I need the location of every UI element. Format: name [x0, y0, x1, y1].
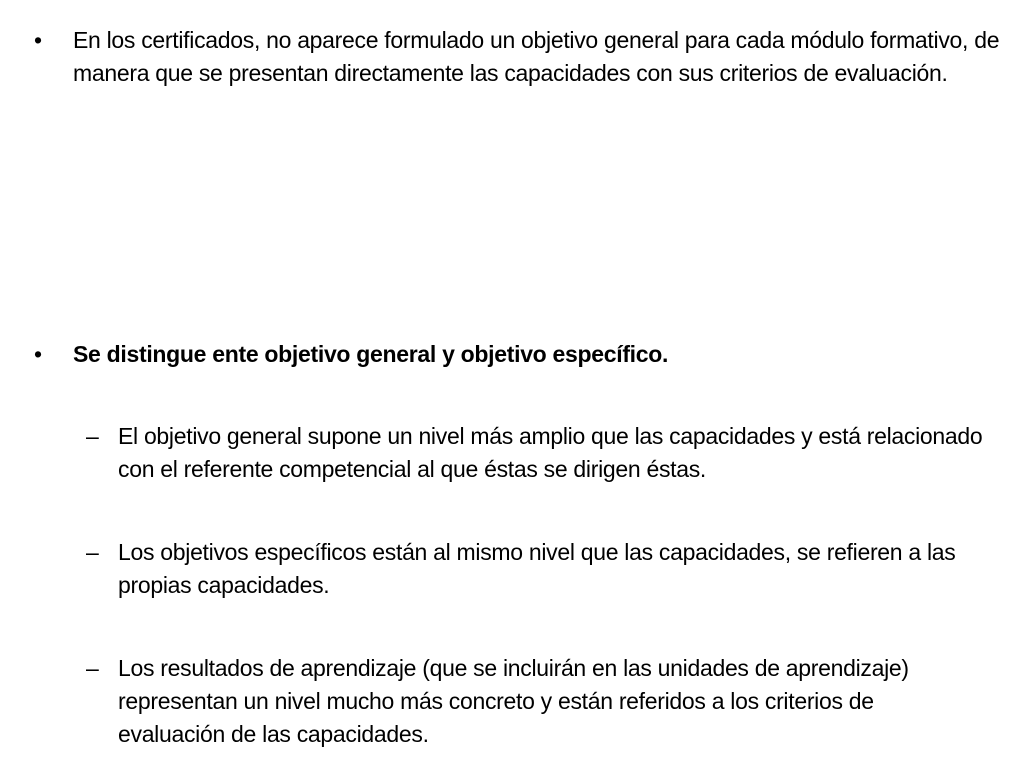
- bullet-marker: •: [34, 341, 42, 367]
- sub-bullet-text: Los objetivos específicos están al mismo nivel que las capacidades, se refieren a las propias capacidades.: [118, 539, 956, 598]
- sub-bullet-item: [86, 652, 986, 751]
- bullet-heading: Se distingue ente objetivo general y objetivo específico.: [73, 341, 669, 367]
- dash-marker: –: [86, 655, 99, 681]
- bullet-marker: •: [34, 27, 42, 53]
- dash-marker: –: [86, 539, 99, 565]
- sub-bullet-text: Los resultados de aprendizaje (que se incluirán en las unidades de aprendizaje) representan un nivel mucho más concreto y están referidos a los criterios de evaluación de las capacidades.: [118, 655, 909, 747]
- dash-marker: –: [86, 423, 99, 449]
- bullet-item: [34, 24, 1004, 90]
- sub-bullet-item: [86, 536, 986, 602]
- bullet-item: [34, 338, 1004, 371]
- sub-bullet-item: [86, 420, 986, 486]
- sub-bullet-text: El objetivo general supone un nivel más amplio que las capacidades y está relacionado con el referente competencial al que éstas se dirigen éstas.: [118, 423, 983, 482]
- bullet-text: En los certificados, no aparece formulado un objetivo general para cada módulo formativo, de manera que se presentan directamente las capacidades con sus criterios de evaluación.: [73, 27, 1000, 86]
